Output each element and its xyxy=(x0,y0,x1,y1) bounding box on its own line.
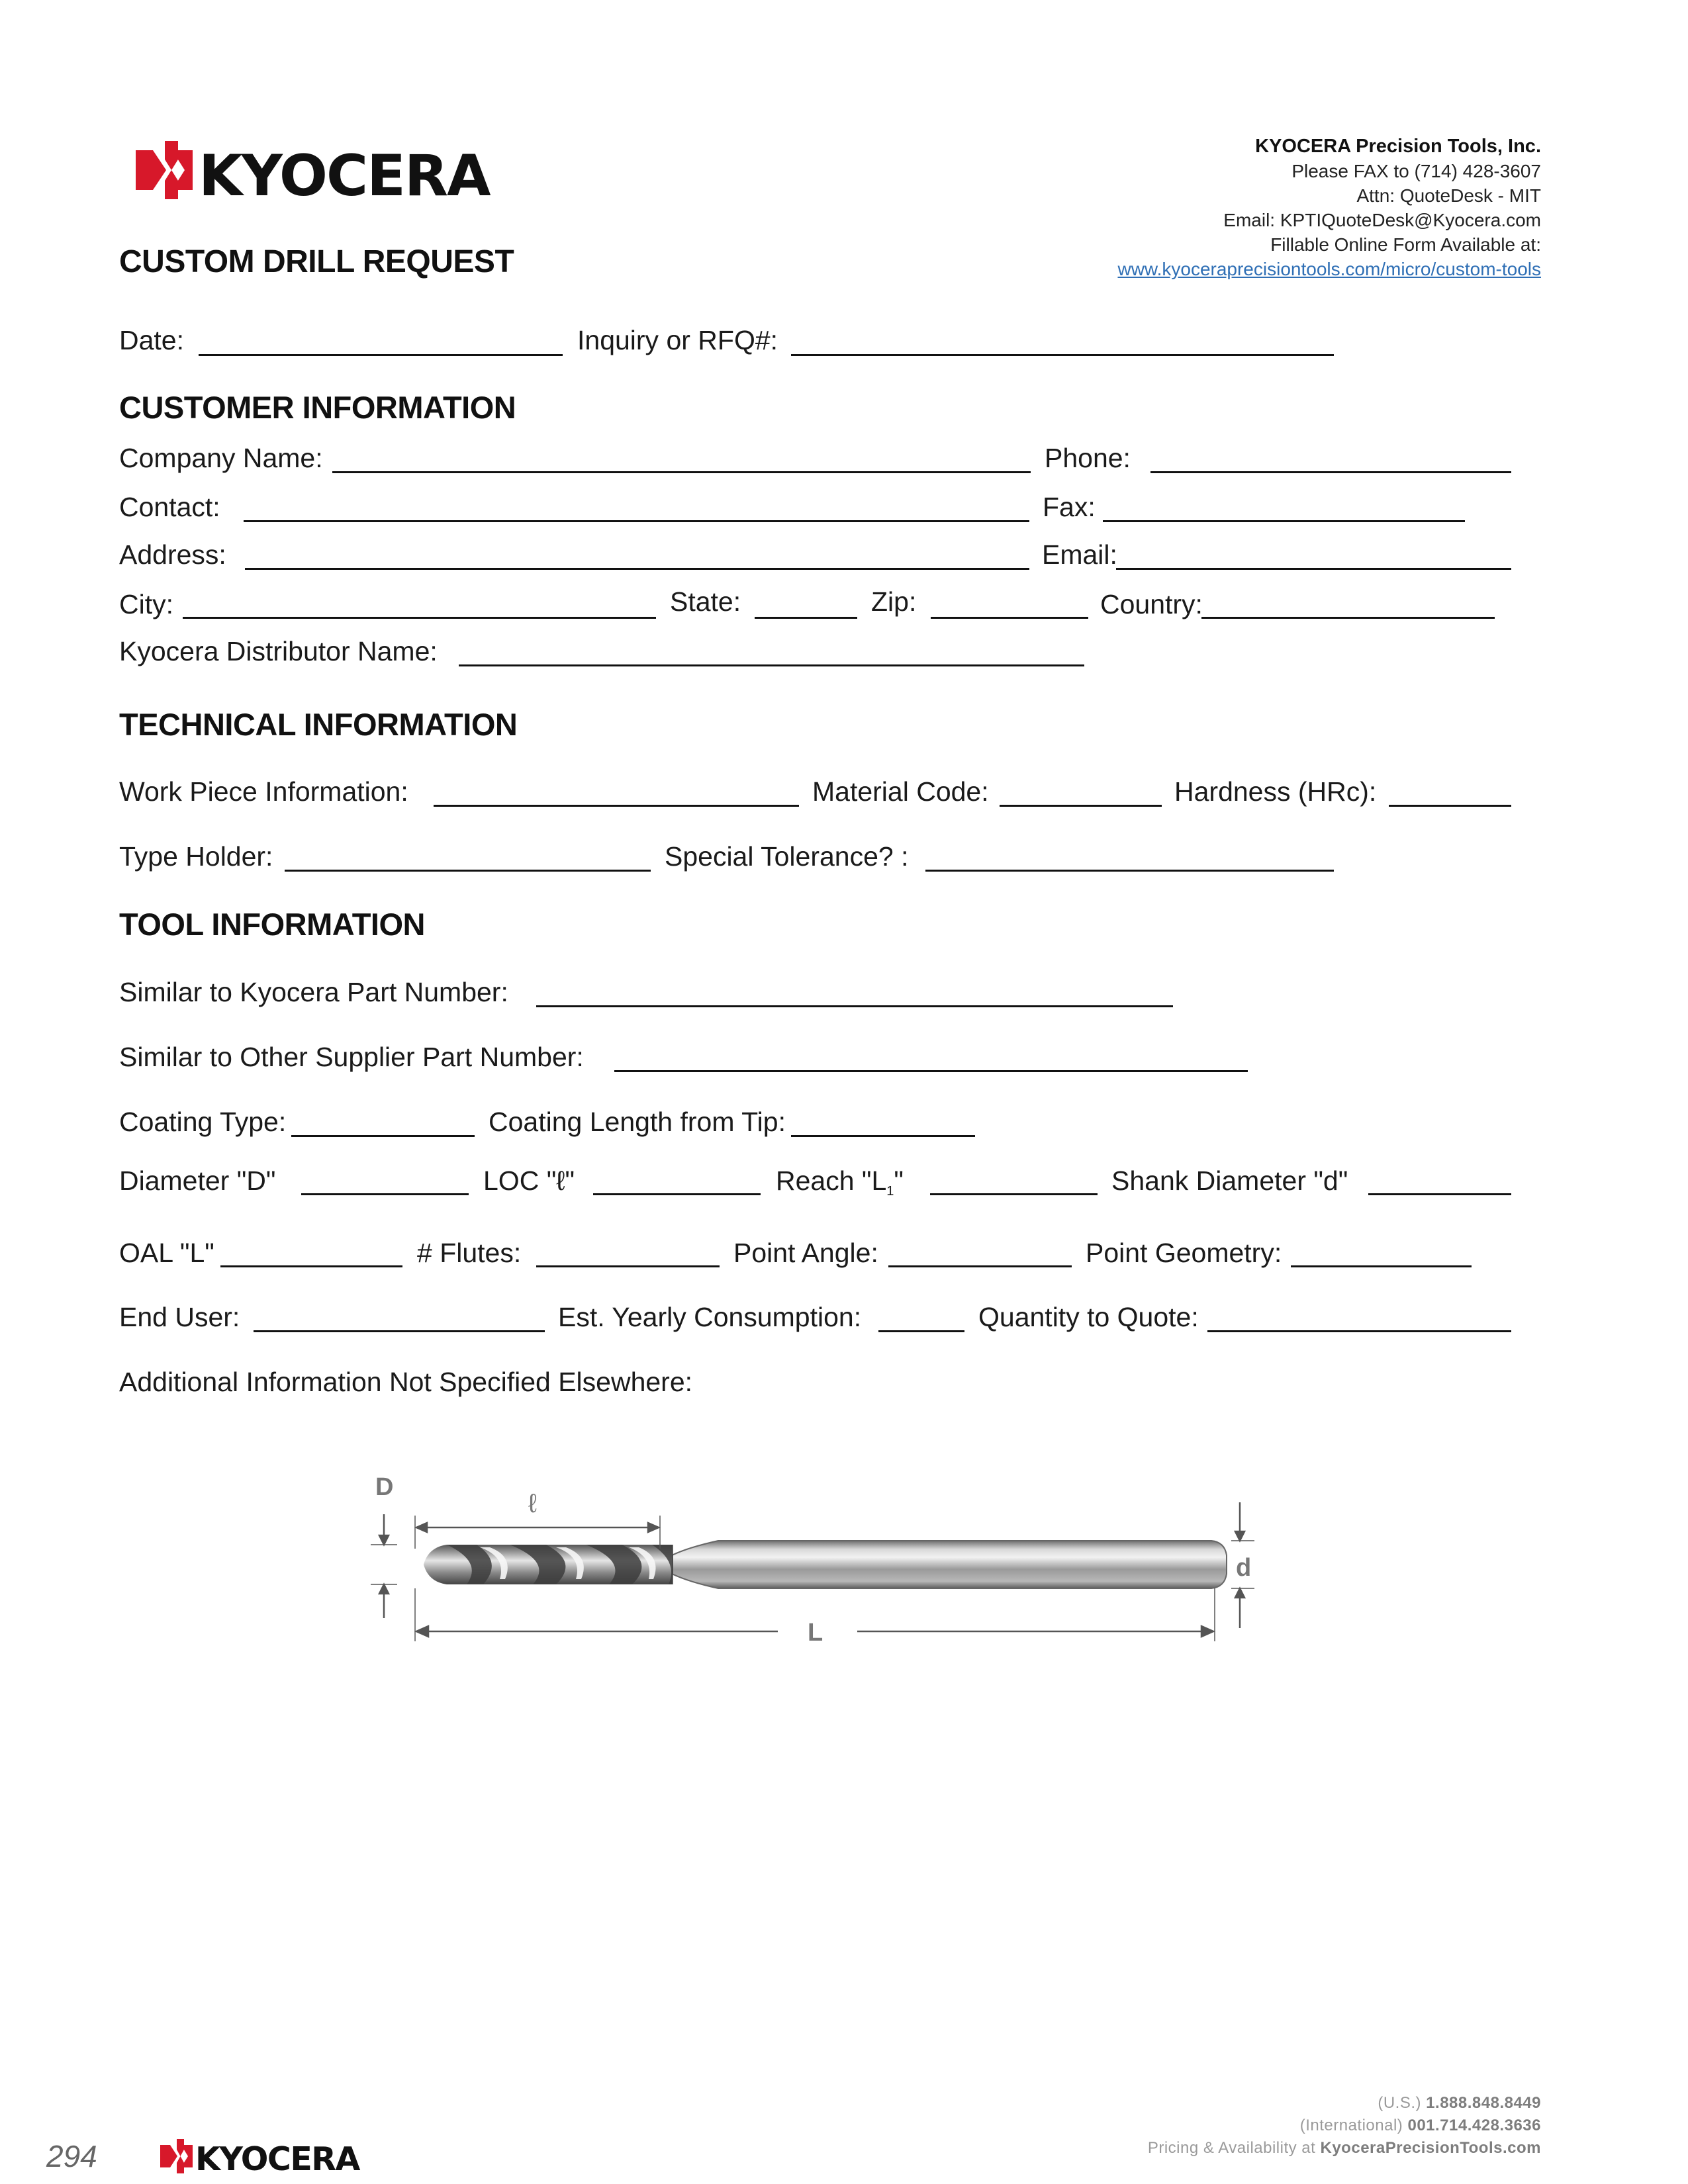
quantity-label: Quantity to Quote: xyxy=(978,1302,1199,1332)
fax-label: Fax: xyxy=(1043,492,1096,522)
date-field[interactable] xyxy=(199,354,563,356)
shank-diameter-field[interactable] xyxy=(1368,1193,1511,1195)
reach-subscript: 1 xyxy=(886,1184,894,1199)
point-angle-field[interactable] xyxy=(888,1265,1072,1267)
oal-field[interactable] xyxy=(220,1265,402,1267)
date-label: Date: xyxy=(119,325,184,355)
city-label: City: xyxy=(119,589,173,619)
footer-kyocera-logo-icon xyxy=(160,2136,359,2178)
type-holder-field[interactable] xyxy=(285,870,651,872)
customer-heading: CUSTOMER INFORMATION xyxy=(119,390,516,425)
similar-kyocera-field[interactable] xyxy=(536,1005,1173,1007)
technical-heading: TECHNICAL INFORMATION xyxy=(119,707,518,742)
company-name-field[interactable] xyxy=(332,471,1031,473)
reach-field[interactable] xyxy=(930,1193,1098,1195)
similar-kyocera-label: Similar to Kyocera Part Number: xyxy=(119,977,508,1007)
company-name-label: Company Name: xyxy=(119,443,323,473)
hardness-field[interactable] xyxy=(1389,805,1511,807)
fax-instruction: Please FAX to (714) 428-3607 xyxy=(1291,161,1541,181)
reach-label-text: Reach "L xyxy=(776,1165,887,1196)
logo-text: KYOCERA xyxy=(199,143,490,209)
loc-label: LOC "ℓ" xyxy=(483,1165,575,1196)
address-field[interactable] xyxy=(245,568,1029,570)
kyocera-logo xyxy=(136,136,490,209)
distributor-label: Kyocera Distributor Name: xyxy=(119,636,438,666)
footer-pricing-label: Pricing & Availability at xyxy=(1147,2139,1316,2157)
coating-length-field[interactable] xyxy=(791,1135,975,1137)
distributor-field[interactable] xyxy=(459,664,1084,666)
est-yearly-label: Est. Yearly Consumption: xyxy=(558,1302,862,1332)
reach-label-close: " xyxy=(894,1165,904,1196)
fax-field[interactable] xyxy=(1103,520,1465,522)
hardness-label: Hardness (HRc): xyxy=(1174,776,1377,807)
inquiry-label: Inquiry or RFQ#: xyxy=(577,325,778,355)
footer-intl-phone xyxy=(1300,2118,1541,2134)
similar-other-label: Similar to Other Supplier Part Number: xyxy=(119,1042,584,1072)
loc-field[interactable] xyxy=(593,1193,761,1195)
diagram-label-d: d xyxy=(1236,1554,1252,1582)
inquiry-field[interactable] xyxy=(791,354,1334,356)
special-tolerance-field[interactable] xyxy=(925,870,1334,872)
online-form-note: Fillable Online Form Available at: xyxy=(1270,234,1541,255)
diagram-label-D: D xyxy=(375,1473,394,1501)
custom-tools-link[interactable]: www.kyoceraprecisiontools.com/micro/custom-tools xyxy=(1117,259,1541,279)
est-yearly-field[interactable] xyxy=(878,1330,964,1332)
zip-label: Zip: xyxy=(871,586,917,617)
type-holder-label: Type Holder: xyxy=(119,841,273,872)
company-name: KYOCERA Precision Tools, Inc. xyxy=(1255,136,1541,157)
city-field[interactable] xyxy=(183,617,656,619)
drill-diagram xyxy=(367,1463,1274,1661)
phone-field[interactable] xyxy=(1150,471,1511,473)
reach-label xyxy=(776,1167,904,1198)
end-user-field[interactable] xyxy=(254,1330,545,1332)
contact-field[interactable] xyxy=(244,520,1029,522)
address-label: Address: xyxy=(119,539,226,570)
footer-us-phone xyxy=(1378,2095,1541,2111)
oal-label: OAL "L" xyxy=(119,1238,214,1268)
diameter-field[interactable] xyxy=(301,1193,469,1195)
footer-logo xyxy=(160,2136,359,2178)
shank-diameter-label: Shank Diameter "d" xyxy=(1111,1165,1348,1196)
quantity-field[interactable] xyxy=(1207,1330,1511,1332)
similar-other-field[interactable] xyxy=(614,1070,1248,1072)
material-code-field[interactable] xyxy=(1000,805,1162,807)
country-label: Country: xyxy=(1100,589,1203,619)
state-field[interactable] xyxy=(755,617,857,619)
diagram-label-loc: ℓ xyxy=(528,1489,537,1518)
diameter-label: Diameter "D" xyxy=(119,1165,276,1196)
country-field[interactable] xyxy=(1201,617,1495,619)
work-piece-label: Work Piece Information: xyxy=(119,776,408,807)
attn-line: Attn: QuoteDesk - MIT xyxy=(1356,185,1541,206)
coating-type-label: Coating Type: xyxy=(119,1107,287,1137)
work-piece-field[interactable] xyxy=(434,805,799,807)
point-geometry-label: Point Geometry: xyxy=(1086,1238,1282,1268)
state-label: State: xyxy=(670,586,741,617)
point-geometry-field[interactable] xyxy=(1291,1265,1472,1267)
additional-info-label: Additional Information Not Specified Elsewhere: xyxy=(119,1367,693,1397)
coating-length-label: Coating Length from Tip: xyxy=(489,1107,786,1137)
diagram-label-L: L xyxy=(808,1619,823,1647)
contact-label: Contact: xyxy=(119,492,220,522)
footer-intl-label: (International) xyxy=(1299,2116,1403,2134)
special-tolerance-label: Special Tolerance? : xyxy=(665,841,909,872)
footer-pricing-site[interactable]: KyoceraPrecisionTools.com xyxy=(1320,2139,1541,2157)
zip-field[interactable] xyxy=(931,617,1088,619)
footer-us-number: 1.888.848.8449 xyxy=(1426,2094,1541,2112)
flutes-label: # Flutes: xyxy=(417,1238,522,1268)
email-line: Email: KPTIQuoteDesk@Kyocera.com xyxy=(1223,210,1541,230)
phone-label: Phone: xyxy=(1045,443,1131,473)
point-angle-label: Point Angle: xyxy=(733,1238,878,1268)
end-user-label: End User: xyxy=(119,1302,240,1332)
footer-us-label: (U.S.) xyxy=(1378,2094,1421,2112)
material-code-label: Material Code: xyxy=(812,776,989,807)
page-number: 294 xyxy=(46,2139,97,2173)
kyocera-logo-icon xyxy=(136,136,490,209)
footer-intl-number: 001.714.428.3636 xyxy=(1407,2116,1541,2134)
page-title: CUSTOM DRILL REQUEST xyxy=(119,244,514,279)
email-field[interactable] xyxy=(1116,568,1511,570)
email-label: Email: xyxy=(1042,539,1117,570)
coating-type-field[interactable] xyxy=(291,1135,475,1137)
footer-logo-text: KYOCERA xyxy=(195,2140,359,2178)
footer-pricing xyxy=(1148,2140,1541,2156)
tool-heading: TOOL INFORMATION xyxy=(119,907,425,942)
flutes-field[interactable] xyxy=(536,1265,720,1267)
